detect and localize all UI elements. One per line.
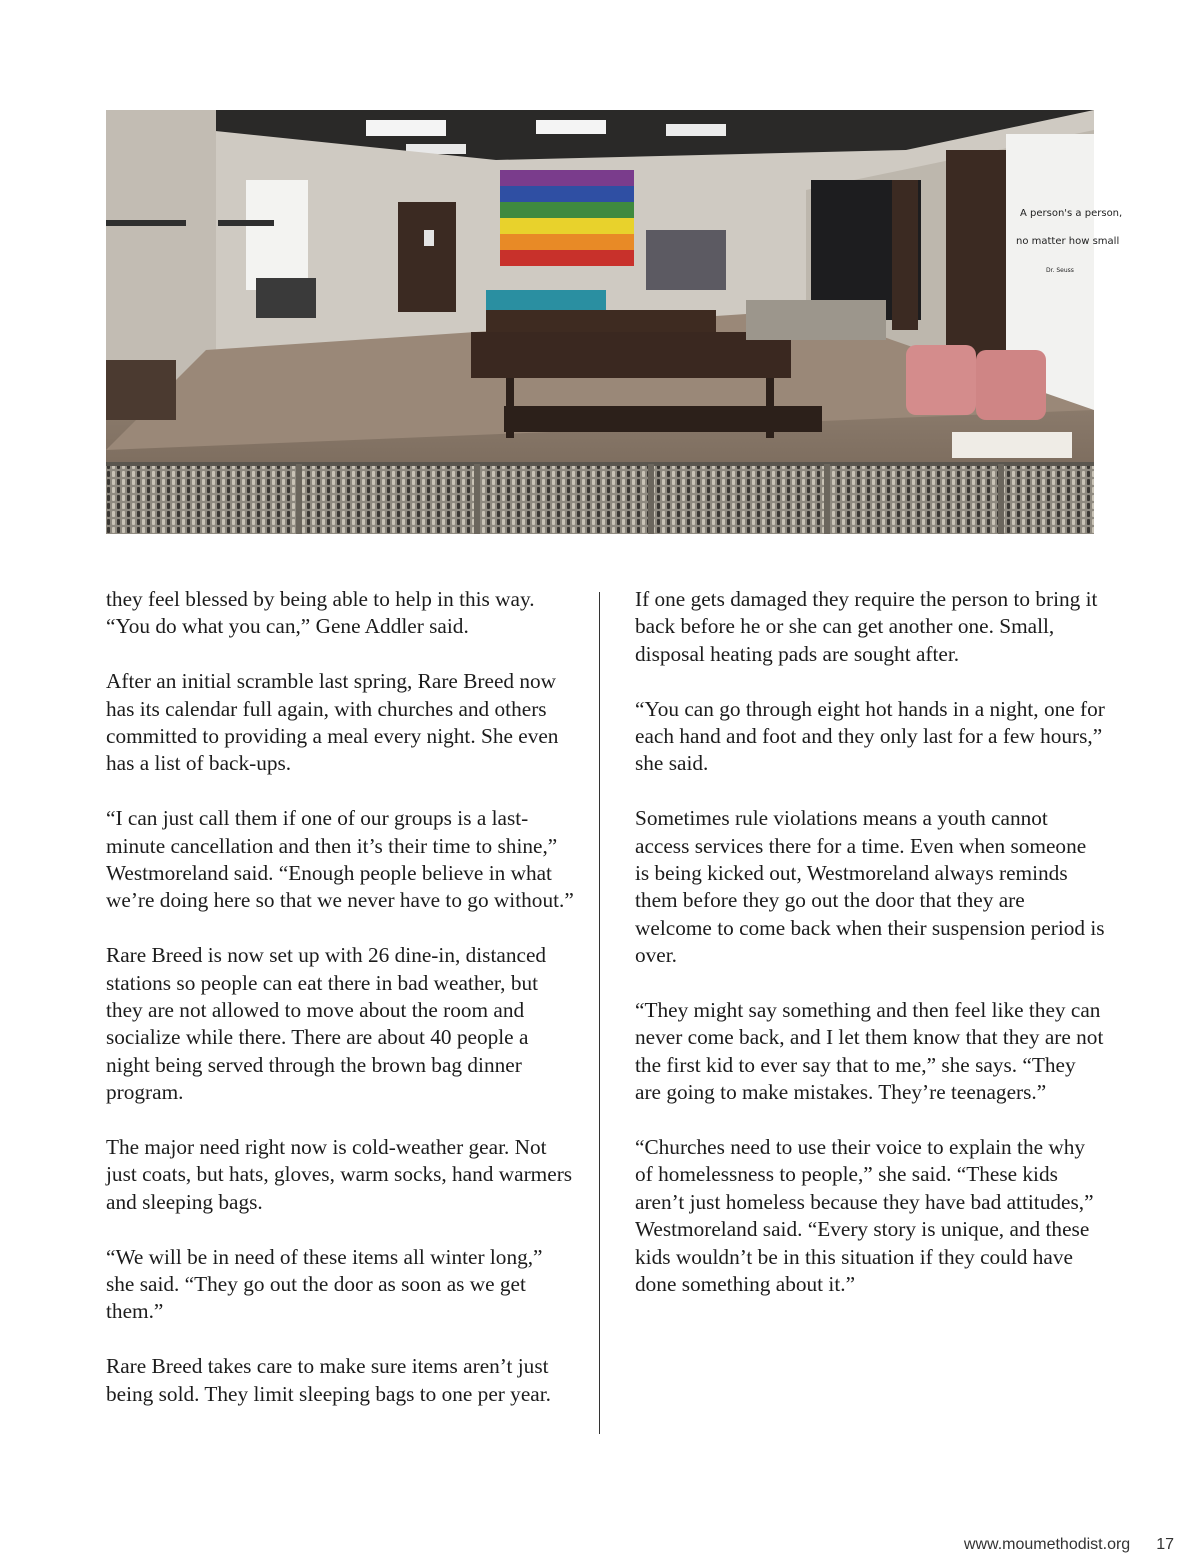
article-column-left bbox=[106, 586, 576, 1435]
paragraph: “I can just call them if one of our groups is a last-minute cancellation and then it’s their time to shine,” Westmoreland said. “Enough people believe in what we’re doing here so that we never have to go without.” bbox=[106, 806, 574, 913]
paragraph: If one gets damaged they require the person to bring it back before he or she can get another one. Small, disposal heating pads are sought after. bbox=[635, 587, 1098, 666]
page-number: 17 bbox=[1156, 1536, 1174, 1553]
paragraph: “Churches need to use their voice to explain the why of homelessness to people,” she said. “These kids aren’t just homeless because they have bad attitudes,” Westmoreland said. “Every story is unique, and these kids wouldn’t be in this situation if they could have done something about it.” bbox=[635, 1135, 1094, 1297]
paragraph: Rare Breed takes care to make sure items aren’t just being sold. They limit sleeping bags to one per year. bbox=[106, 1354, 551, 1406]
paragraph: Rare Breed is now set up with 26 dine-in, distanced stations so people can eat there in bad weather, but they are not allowed to move about the room and socialize while there. There are about 40 people a night being served through the brown bag dinner program. bbox=[106, 943, 547, 1105]
wall-sign-line-3: Dr. Seuss bbox=[1046, 267, 1074, 274]
paragraph: The major need right now is cold-weather gear. Not just coats, but hats, gloves, warm socks, hand warmers and sleeping bags. bbox=[106, 1135, 573, 1214]
article-photo bbox=[106, 110, 1123, 534]
wall-sign-line-1: A person's a person, bbox=[1020, 208, 1123, 219]
paragraph: “You can go through eight hot hands in a night, one for each hand and foot and they only last for a few hours,” she said. bbox=[635, 696, 1105, 776]
column-divider bbox=[599, 592, 600, 1434]
paragraph: “We will be in need of these items all winter long,” she said. “They go out the door as soon as we get them.” bbox=[106, 1244, 543, 1324]
footer-url[interactable]: www.moumethodist.org bbox=[963, 1536, 1131, 1553]
paragraph: “They might say something and then feel like they can never come back, and I let them know that they are not the first kid to ever say that to me,” she says. “They are going to make mistakes. They’re teenagers.” bbox=[635, 998, 1104, 1105]
wall-sign-line-2: no matter how small bbox=[1016, 236, 1120, 247]
page-footer bbox=[0, 1536, 1174, 1554]
article-column-right bbox=[635, 586, 1105, 1326]
paragraph: Sometimes rule violations means a youth cannot access services there for a time. Even when someone is being kicked out, Westmoreland always reminds them before they go out the door that they are welcome to come back when their suspension period is over. bbox=[635, 806, 1105, 968]
paragraph: After an initial scramble last spring, Rare Breed now has its calendar full again, with churches and others committed to providing a meal every night. She even has a list of back-ups. bbox=[106, 669, 559, 776]
paragraph: they feel blessed by being able to help in this way. “You do what you can,” Gene Addler said. bbox=[106, 587, 535, 639]
photo-illustration bbox=[106, 110, 1123, 534]
